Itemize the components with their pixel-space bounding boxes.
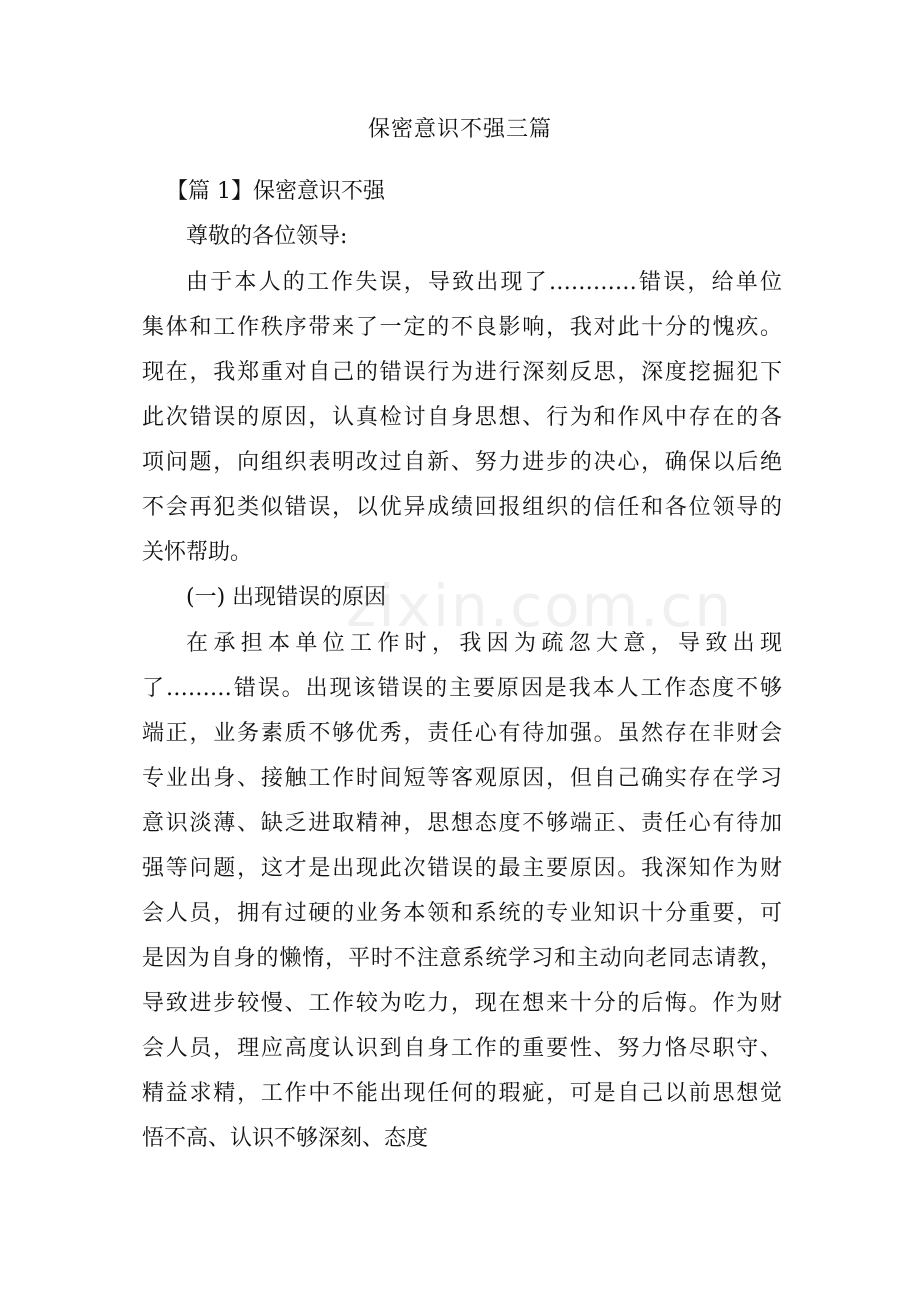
paragraph-1-line: 关怀帮助。 — [142, 540, 253, 565]
paragraph-2-line: 了………错误。出现该错误的主要原因是我本人工作态度不够 — [142, 676, 782, 701]
paragraph-1-line: 不会再犯类似错误，以优异成绩回报组织的信任和各位领导的 — [142, 495, 782, 520]
paragraph-2-line: 会人员，拥有过硬的业务本领和系统的专业知识十分重要，可 — [142, 901, 782, 926]
paragraph-1-line: 集体和工作秩序带来了一定的不良影响，我对此十分的愧疚。 — [142, 315, 782, 340]
paragraph-2-line: 悟不高、认识不够深刻、态度 — [142, 1126, 429, 1151]
paragraph-2-line: 会人员，理应高度认识到自身工作的重要性、努力恪尽职守、 — [142, 1036, 782, 1061]
paragraph-2-line: 精益求精，工作中不能出现任何的瑕疵，可是自己以前思想觉 — [142, 1081, 782, 1106]
paragraph-2-line: 导致进步较慢、工作较为吃力，现在想来十分的后悔。作为财 — [142, 991, 782, 1016]
paragraph-2-line: 在承担本单位工作时，我因为疏忽大意，导致出现 — [186, 631, 782, 656]
paragraph-1-line: 由于本人的工作失误，导致出现了…………错误，给单位 — [186, 270, 782, 295]
paragraph-2-line: 强等问题，这才是出现此次错误的最主要原因。我深知作为财 — [142, 856, 782, 881]
paragraph-1-line: 此次错误的原因，认真检讨自身思想、行为和作风中存在的各 — [142, 405, 782, 430]
paragraph-2-line: 专业出身、接触工作时间短等客观原因，但自己确实存在学习 — [142, 766, 782, 791]
paragraph-1-line: 项问题，向组织表明改过自新、努力进步的决心，确保以后绝 — [142, 450, 782, 475]
watermark: zixin.com.cn — [346, 572, 734, 640]
section-heading: 【篇 1】保密意识不强 — [166, 179, 385, 204]
document-title: 保密意识不强三篇 — [367, 117, 552, 142]
paragraph-2-line: 端正，业务素质不够优秀，责任心有待加强。虽然存在非财会 — [142, 721, 782, 746]
paragraph-2-line: 是因为自身的懒惰，平时不注意系统学习和主动向老同志请教， — [142, 946, 782, 971]
paragraph-1-line: 现在，我郑重对自己的错误行为进行深刻反思，深度挖掘犯下 — [142, 360, 782, 385]
paragraph-2-line: 意识淡薄、缺乏进取精神，思想态度不够端正、责任心有待加 — [142, 811, 782, 836]
subheading: (一) 出现错误的原因 — [186, 585, 387, 610]
salutation: 尊敬的各位领导: — [186, 224, 348, 249]
